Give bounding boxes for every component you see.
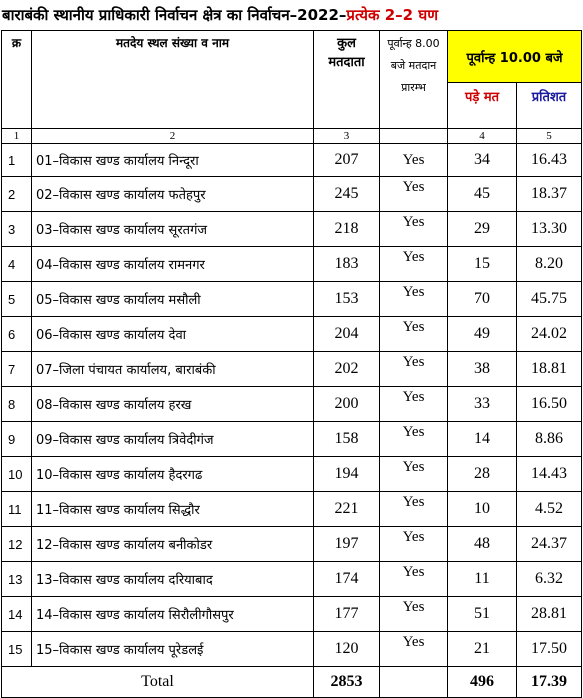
row-turnout-percent: 14.43 — [517, 457, 582, 492]
row-votes-cast: 34 — [448, 144, 517, 177]
row-serial-number: 5 — [2, 282, 32, 317]
table-row — [2, 597, 582, 632]
row-poll-started: Yes — [380, 457, 448, 492]
row-turnout-percent: 16.43 — [517, 144, 582, 177]
row-poll-started: Yes — [380, 352, 448, 387]
row-serial-number: 6 — [2, 317, 32, 352]
row-poll-started: Yes — [380, 212, 448, 247]
header-row-1 — [2, 31, 582, 83]
row-total-voters: 207 — [314, 144, 380, 177]
row-total-voters: 183 — [314, 247, 380, 282]
row-votes-cast: 14 — [448, 422, 517, 457]
row-votes-cast: 45 — [448, 177, 517, 212]
row-poll-started: Yes — [380, 317, 448, 352]
column-number: 4 — [448, 129, 517, 144]
row-votes-cast: 51 — [448, 597, 517, 632]
table-row — [2, 247, 582, 282]
row-polling-station-name: 01–विकास खण्ड कार्यालय निन्दूरा — [32, 144, 314, 177]
header-poll-start: पूर्वान्ह 8.00 बजे मतदान प्रारम्भ — [380, 31, 448, 129]
row-total-voters: 194 — [314, 457, 380, 492]
row-votes-cast: 15 — [448, 247, 517, 282]
row-turnout-percent: 13.30 — [517, 212, 582, 247]
row-turnout-percent: 18.81 — [517, 352, 582, 387]
table-row — [2, 212, 582, 247]
row-turnout-percent: 8.20 — [517, 247, 582, 282]
row-votes-cast: 28 — [448, 457, 517, 492]
row-polling-station-name: 03–विकास खण्ड कार्यालय सूरतगंज — [32, 212, 314, 247]
row-poll-started: Yes — [380, 632, 448, 667]
total-votes: 496 — [448, 667, 517, 698]
row-poll-started: Yes — [380, 177, 448, 212]
row-polling-station-name: 04–विकास खण्ड कार्यालय रामनगर — [32, 247, 314, 282]
row-poll-started: Yes — [380, 562, 448, 597]
total-percent: 17.39 — [517, 667, 582, 698]
row-poll-started: Yes — [380, 597, 448, 632]
row-polling-station-name: 14–विकास खण्ड कार्यालय सिरौलीगौसपुर — [32, 597, 314, 632]
row-total-voters: 153 — [314, 282, 380, 317]
row-total-voters: 174 — [314, 562, 380, 597]
row-total-voters: 245 — [314, 177, 380, 212]
row-turnout-percent: 24.02 — [517, 317, 582, 352]
row-serial-number: 9 — [2, 422, 32, 457]
header-sn: क्र — [2, 31, 32, 129]
row-turnout-percent: 8.86 — [517, 422, 582, 457]
row-polling-station-name: 13–विकास खण्ड कार्यालय दरियाबाद — [32, 562, 314, 597]
row-serial-number: 15 — [2, 632, 32, 667]
row-serial-number: 1 — [2, 144, 32, 177]
header-voters — [314, 31, 380, 129]
column-number: 3 — [314, 129, 380, 144]
title-highlight: प्रत्येक 2–2 घण — [346, 6, 439, 24]
row-polling-station-name: 11–विकास खण्ड कार्यालय सिद्धौर — [32, 492, 314, 527]
row-total-voters: 177 — [314, 597, 380, 632]
row-serial-number: 14 — [2, 597, 32, 632]
column-number — [380, 129, 448, 144]
header-voters-line2: मतदाता — [328, 55, 365, 70]
row-turnout-percent: 16.50 — [517, 387, 582, 422]
row-votes-cast: 21 — [448, 632, 517, 667]
table-row — [2, 387, 582, 422]
turnout-table — [1, 30, 582, 698]
row-poll-started: Yes — [380, 527, 448, 562]
row-votes-cast: 38 — [448, 352, 517, 387]
row-polling-station-name: 10–विकास खण्ड कार्यालय हैदरगढ — [32, 457, 314, 492]
row-poll-started: Yes — [380, 422, 448, 457]
header-votes-cast: पड़े मत — [448, 83, 517, 129]
table-row — [2, 632, 582, 667]
table-row — [2, 352, 582, 387]
row-poll-started: Yes — [380, 247, 448, 282]
row-votes-cast: 70 — [448, 282, 517, 317]
total-empty-cell — [380, 667, 448, 698]
row-serial-number: 11 — [2, 492, 32, 527]
header-name: मतदेय स्थल संख्या व नाम — [32, 31, 314, 129]
data-rows — [2, 144, 582, 667]
row-turnout-percent: 45.75 — [517, 282, 582, 317]
row-total-voters: 158 — [314, 422, 380, 457]
row-polling-station-name: 12–विकास खण्ड कार्यालय बनीकोडर — [32, 527, 314, 562]
title-main: बाराबंकी स्थानीय प्राधिकारी निर्वाचन क्षेत्र का निर्वाचन–2022– — [2, 6, 347, 24]
column-number: 5 — [517, 129, 582, 144]
row-turnout-percent: 4.52 — [517, 492, 582, 527]
column-number: 1 — [2, 129, 32, 144]
row-votes-cast: 33 — [448, 387, 517, 422]
table-row — [2, 317, 582, 352]
row-total-voters: 221 — [314, 492, 380, 527]
row-serial-number: 7 — [2, 352, 32, 387]
row-serial-number: 13 — [2, 562, 32, 597]
row-polling-station-name: 02–विकास खण्ड कार्यालय फतेहपुर — [32, 177, 314, 212]
row-votes-cast: 49 — [448, 317, 517, 352]
row-polling-station-name: 15–विकास खण्ड कार्यालय पूरेडलई — [32, 632, 314, 667]
row-serial-number: 2 — [2, 177, 32, 212]
table-row — [2, 282, 582, 317]
row-poll-started: Yes — [380, 387, 448, 422]
row-total-voters: 120 — [314, 632, 380, 667]
row-votes-cast: 10 — [448, 492, 517, 527]
page-title — [0, 0, 583, 30]
total-voters: 2853 — [314, 667, 380, 698]
header-time-group: पूर्वान्ह 10.00 बजे — [448, 31, 582, 83]
table-row — [2, 144, 582, 177]
row-total-voters: 200 — [314, 387, 380, 422]
row-total-voters: 218 — [314, 212, 380, 247]
row-poll-started: Yes — [380, 492, 448, 527]
total-label: Total — [2, 667, 314, 698]
total-row — [2, 667, 582, 698]
row-polling-station-name: 07–जिला पंचायत कार्यालय, बाराबंकी — [32, 352, 314, 387]
row-votes-cast: 29 — [448, 212, 517, 247]
column-number-row — [2, 129, 582, 144]
table-row — [2, 562, 582, 597]
row-polling-station-name: 09–विकास खण्ड कार्यालय त्रिवेदीगंज — [32, 422, 314, 457]
row-total-voters: 197 — [314, 527, 380, 562]
row-turnout-percent: 17.50 — [517, 632, 582, 667]
row-turnout-percent: 6.32 — [517, 562, 582, 597]
table-row — [2, 422, 582, 457]
row-votes-cast: 11 — [448, 562, 517, 597]
row-total-voters: 202 — [314, 352, 380, 387]
column-number: 2 — [32, 129, 314, 144]
table-row — [2, 527, 582, 562]
row-turnout-percent: 28.81 — [517, 597, 582, 632]
row-polling-station-name: 08–विकास खण्ड कार्यालय हरख — [32, 387, 314, 422]
row-votes-cast: 48 — [448, 527, 517, 562]
table-row — [2, 457, 582, 492]
table-row — [2, 492, 582, 527]
row-serial-number: 8 — [2, 387, 32, 422]
row-polling-station-name: 05–विकास खण्ड कार्यालय मसौली — [32, 282, 314, 317]
header-voters-line1: कुल — [337, 36, 356, 51]
row-poll-started: Yes — [380, 144, 448, 177]
row-total-voters: 204 — [314, 317, 380, 352]
table-row — [2, 177, 582, 212]
row-serial-number: 12 — [2, 527, 32, 562]
header-percent: प्रतिशत — [517, 83, 582, 129]
row-serial-number: 4 — [2, 247, 32, 282]
row-serial-number: 3 — [2, 212, 32, 247]
row-turnout-percent: 24.37 — [517, 527, 582, 562]
row-turnout-percent: 18.37 — [517, 177, 582, 212]
row-poll-started: Yes — [380, 282, 448, 317]
row-polling-station-name: 06–विकास खण्ड कार्यालय देवा — [32, 317, 314, 352]
row-serial-number: 10 — [2, 457, 32, 492]
